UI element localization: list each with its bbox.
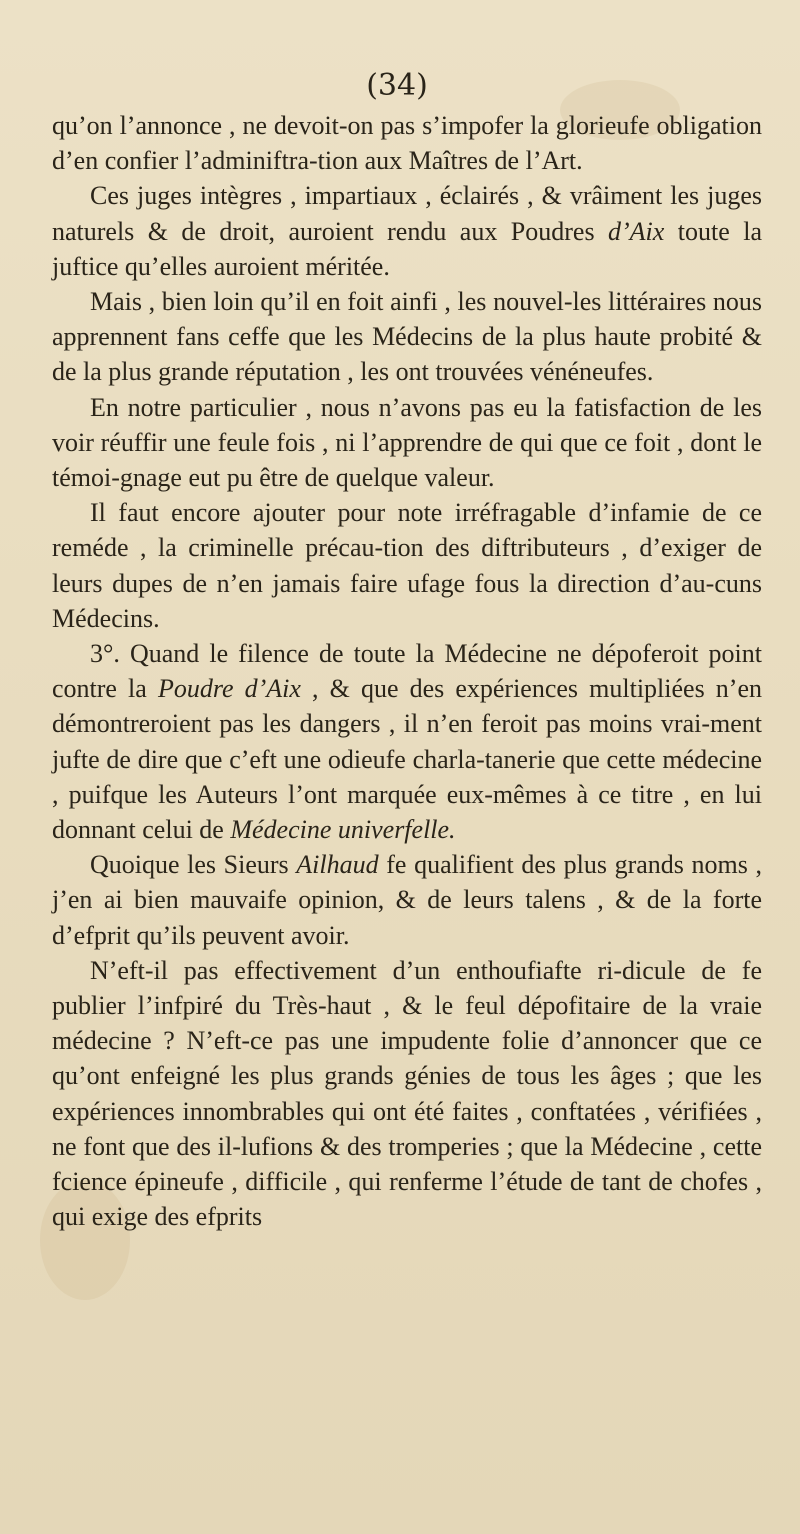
paragraph [52, 847, 762, 953]
italic-text: Ailhaud [296, 850, 379, 880]
italic-text: d’Aix [608, 216, 665, 246]
text-run: , & que des expériences multipliées n’en démontreroient pas les dangers , il n’en feroit pas moins vrai-ment jufte de dire que c’eft une odieufe charla-tanerie que cette médecine , puifque les Auteurs l’ont marquée eux-mêmes à ce titre , en lui donnant celui de [52, 674, 762, 845]
paragraph [52, 636, 762, 847]
text-run: En notre particulier , nous n’avons pas eu la fatisfaction de les voir réuffir une feule fois , ni l’apprendre de qui que ce foit , dont le témoi-gnage eut pu être de quelque valeur. [52, 392, 762, 493]
text-run: toute la juftice qu’elles auroient méritée. [52, 216, 762, 281]
text-run: N’eft-il pas effectivement d’un enthoufiafte ri-dicule de fe publier l’infpiré du Très-haut , & le feul dépofitaire de la vraie médecine ? N’eft-ce pas une impudente folie d’annoncer que ce qu’ont enfeigné les plus grands génies de tous les âges ; que les expériences innombrables qui ont été faites , conftatées , vérifiées , ne font que des il-lufions & des tromperies ; que la Médecine , cette fcience épineufe , difficile , qui renferme l’étude de tant de chofes , qui exige des efprits [52, 955, 762, 1232]
page-number: (34) [366, 68, 428, 103]
book-page [52, 68, 762, 1235]
text-run: 3°. Quand le filence de toute la Médecine ne dépoferoit point contre la [52, 639, 762, 704]
paragraph [52, 495, 762, 636]
italic-text: Médecine univerfelle. [230, 815, 456, 845]
page-text [52, 108, 762, 1235]
text-run: qu’on l’annonce , ne devoit-on pas s’impofer la glorieufe obligation d’en confier l’adminiftra-tion aux Maîtres de l’Art. [52, 111, 762, 176]
paragraph [52, 953, 762, 1235]
text-run: Quoique les Sieurs [90, 850, 297, 880]
text-run: Ces juges intègres , impartiaux , éclairés , & vrâiment les juges naturels & de droit, auroient rendu aux Poudres [52, 181, 762, 246]
text-run: Mais , bien loin qu’il en foit ainfi , les nouvel-les littéraires nous apprennent fans ceffe que les Médecins de la plus haute probité & de la plus grande réputation , les ont trouvées vénéneufes. [52, 287, 762, 387]
italic-text: Poudre d’Aix [157, 674, 301, 704]
text-run: fe qualifient des plus grands noms , j’en ai bien mauvaife opinion, & de leurs talens , & de la forte d’efprit qu’ils peuvent avoir. [52, 850, 762, 950]
paragraph [52, 178, 762, 284]
paragraph [52, 284, 762, 390]
paragraph [52, 390, 762, 496]
paragraph [52, 108, 762, 178]
text-run: Il faut encore ajouter pour note irréfragable d’infamie de ce reméde , la criminelle précau-tion des diftributeurs , d’exiger de leurs dupes de n’en jamais faire ufage fous la direction d’au-cuns Médecins. [52, 498, 762, 633]
